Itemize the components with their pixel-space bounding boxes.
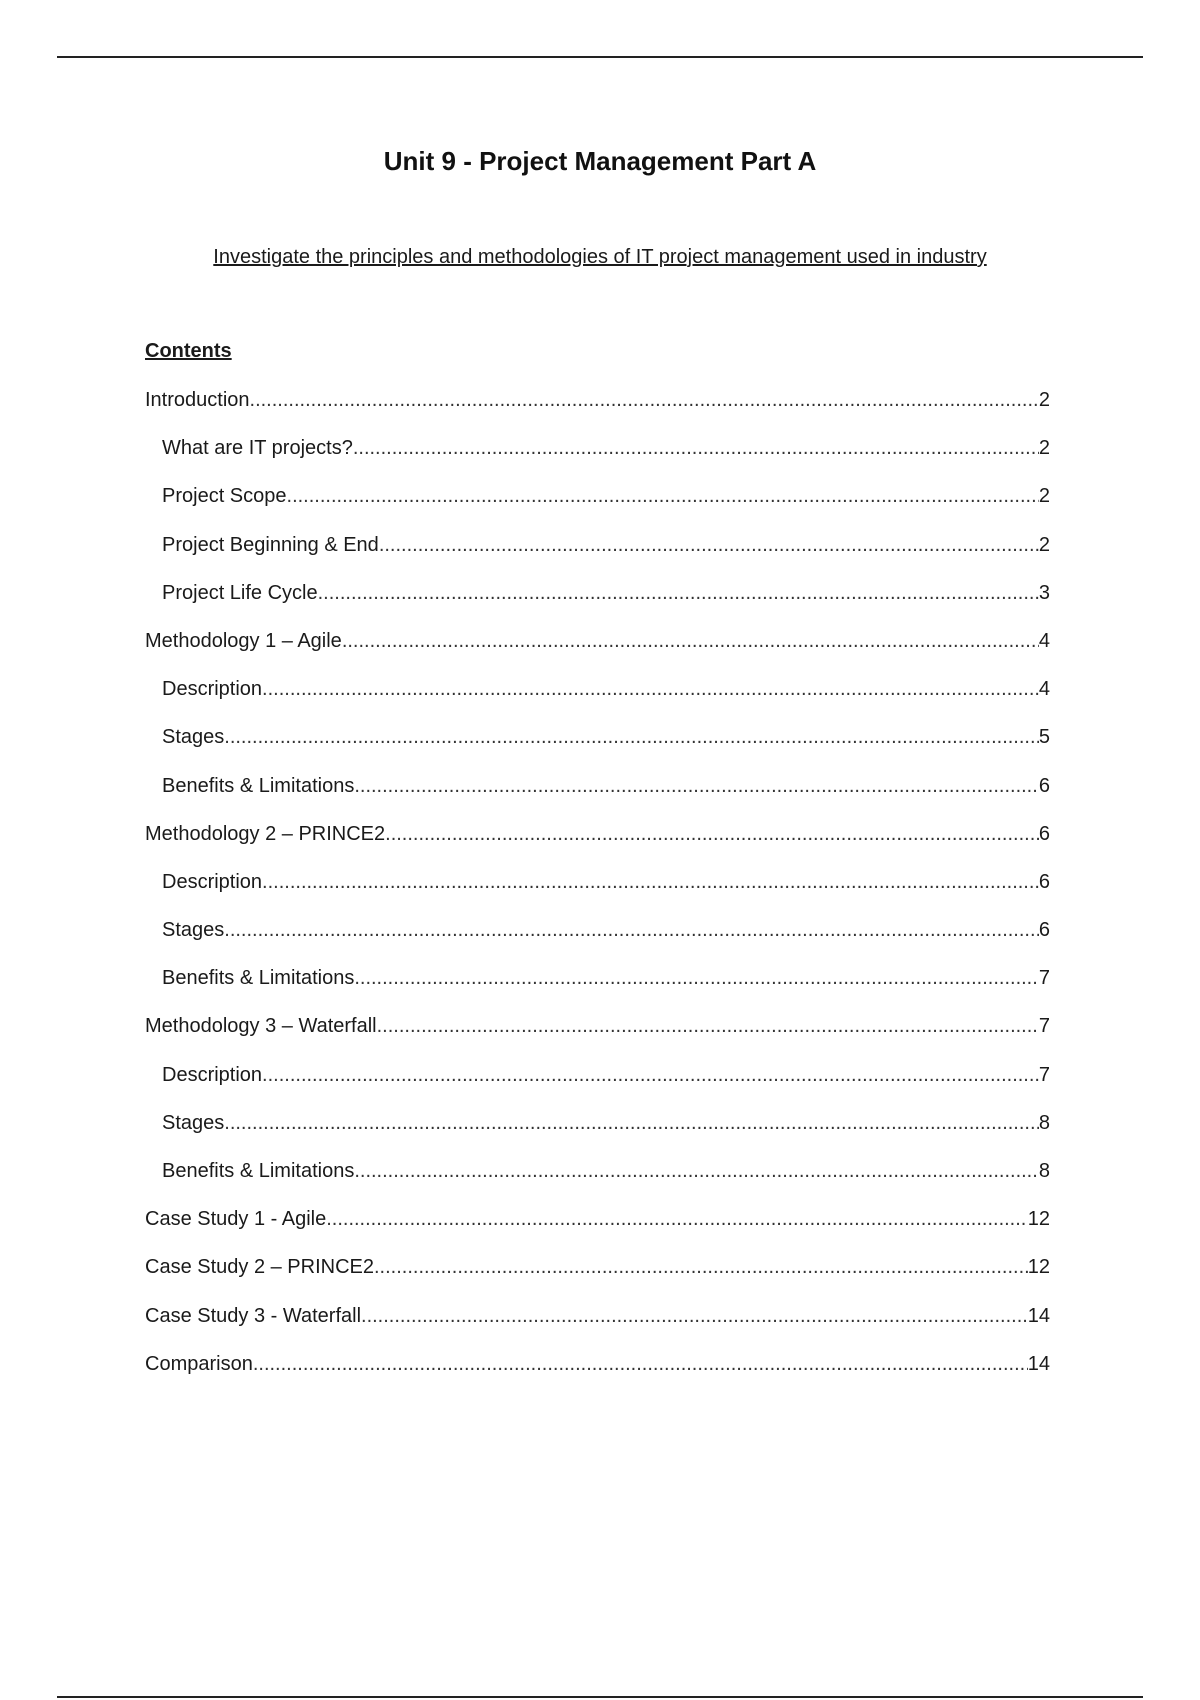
- toc-dot-leader: [379, 532, 1039, 558]
- toc-entry-label: Methodology 3 – Waterfall: [145, 1015, 377, 1038]
- table-of-contents: [145, 387, 1050, 1399]
- document-subtitle: Investigate the principles and methodologies of IT project management used in industry: [213, 246, 987, 268]
- toc-entry-page-number: 2: [1038, 485, 1050, 508]
- toc-dot-leader: [262, 1062, 1039, 1088]
- toc-entry-label: Introduction: [145, 389, 250, 411]
- toc-entry[interactable]: [145, 773, 1050, 821]
- toc-entry-page-number: 7: [1038, 1015, 1050, 1038]
- toc-dot-leader: [250, 387, 1039, 413]
- toc-entry[interactable]: [145, 1110, 1050, 1158]
- toc-dot-leader: [377, 1013, 1039, 1039]
- toc-entry[interactable]: [145, 724, 1050, 772]
- toc-entry-page-number: 12: [1027, 1208, 1050, 1231]
- header-rule: [57, 56, 1143, 58]
- toc-entry-label: Methodology 2 – PRINCE2: [145, 822, 386, 845]
- toc-dot-leader: [224, 917, 1039, 943]
- toc-dot-leader: [374, 1254, 1028, 1280]
- toc-dot-leader: [287, 483, 1039, 509]
- toc-entry-page-number: 7: [1038, 1063, 1050, 1086]
- toc-entry[interactable]: [145, 1303, 1050, 1351]
- toc-entry-page-number: 8: [1038, 1160, 1050, 1182]
- toc-entry-label: Project Beginning & End: [162, 533, 379, 556]
- toc-dot-leader: [253, 1351, 1028, 1377]
- toc-entry-label: Benefits & Limitations: [162, 1160, 355, 1182]
- toc-entry-page-number: 2: [1038, 533, 1050, 556]
- toc-entry-page-number: 14: [1027, 1304, 1050, 1327]
- toc-entry[interactable]: [145, 435, 1050, 483]
- toc-entry[interactable]: [145, 1254, 1050, 1302]
- toc-entry-page-number: 5: [1038, 726, 1050, 749]
- toc-dot-leader: [224, 1110, 1039, 1136]
- toc-entry[interactable]: [145, 628, 1050, 676]
- toc-entry[interactable]: [145, 483, 1050, 531]
- toc-entry[interactable]: [145, 1351, 1050, 1399]
- toc-entry-label: Project Life Cycle: [162, 581, 318, 604]
- toc-entry-page-number: 4: [1038, 678, 1050, 701]
- toc-entry-page-number: 2: [1038, 389, 1050, 411]
- toc-dot-leader: [385, 821, 1039, 847]
- toc-entry-label: Case Study 1 - Agile: [145, 1208, 327, 1231]
- toc-entry-page-number: 2: [1038, 437, 1050, 460]
- toc-entry-label: Benefits & Limitations: [162, 967, 355, 990]
- toc-entry-page-number: 6: [1038, 822, 1050, 845]
- toc-entry-page-number: 3: [1038, 581, 1050, 604]
- toc-entry-label: Comparison: [145, 1352, 253, 1375]
- toc-dot-leader: [354, 1158, 1039, 1184]
- toc-entry-label: What are IT projects?: [162, 437, 353, 460]
- document-title: Unit 9 - Project Management Part A: [383, 146, 817, 176]
- toc-entry-page-number: 8: [1038, 1111, 1050, 1134]
- toc-entry-label: Description: [162, 1063, 263, 1086]
- toc-entry-label: Stages: [162, 1111, 225, 1134]
- toc-dot-leader: [342, 628, 1039, 654]
- toc-dot-leader: [354, 965, 1039, 991]
- toc-entry[interactable]: [145, 1206, 1050, 1254]
- toc-entry[interactable]: [145, 821, 1050, 869]
- toc-entry-page-number: 4: [1038, 629, 1050, 652]
- contents-heading: Contents: [145, 340, 232, 362]
- toc-entry[interactable]: [145, 532, 1050, 580]
- toc-dot-leader: [224, 724, 1039, 750]
- toc-entry-label: Stages: [162, 726, 225, 749]
- toc-entry-label: Project Scope: [162, 485, 287, 508]
- toc-entry-label: Description: [162, 870, 263, 893]
- toc-entry[interactable]: [145, 1062, 1050, 1110]
- toc-entry[interactable]: [145, 676, 1050, 724]
- toc-entry-label: Benefits & Limitations: [162, 774, 355, 797]
- toc-dot-leader: [361, 1303, 1028, 1329]
- toc-entry[interactable]: [145, 917, 1050, 965]
- toc-dot-leader: [318, 580, 1039, 606]
- toc-entry-label: Description: [162, 678, 263, 701]
- toc-entry-page-number: 6: [1038, 870, 1050, 893]
- toc-dot-leader: [353, 435, 1039, 461]
- toc-entry[interactable]: [145, 869, 1050, 917]
- toc-entry-label: Case Study 3 - Waterfall: [145, 1304, 362, 1327]
- toc-dot-leader: [326, 1206, 1028, 1232]
- toc-dot-leader: [262, 869, 1039, 895]
- toc-dot-leader: [354, 773, 1039, 799]
- toc-entry[interactable]: [145, 387, 1050, 435]
- toc-entry[interactable]: [145, 1013, 1050, 1061]
- toc-entry-page-number: 14: [1027, 1352, 1050, 1375]
- toc-dot-leader: [262, 676, 1039, 702]
- toc-entry-page-number: 6: [1038, 774, 1050, 797]
- toc-entry[interactable]: [145, 1158, 1050, 1206]
- toc-entry[interactable]: [145, 580, 1050, 628]
- toc-entry-label: Stages: [162, 919, 225, 942]
- toc-entry-page-number: 12: [1027, 1256, 1050, 1279]
- toc-entry-page-number: 6: [1038, 919, 1050, 942]
- toc-entry[interactable]: [145, 965, 1050, 1013]
- footer-rule: [57, 1696, 1143, 1698]
- toc-entry-label: Case Study 2 – PRINCE2: [145, 1256, 374, 1279]
- toc-entry-page-number: 7: [1038, 967, 1050, 990]
- toc-entry-label: Methodology 1 – Agile: [145, 629, 342, 652]
